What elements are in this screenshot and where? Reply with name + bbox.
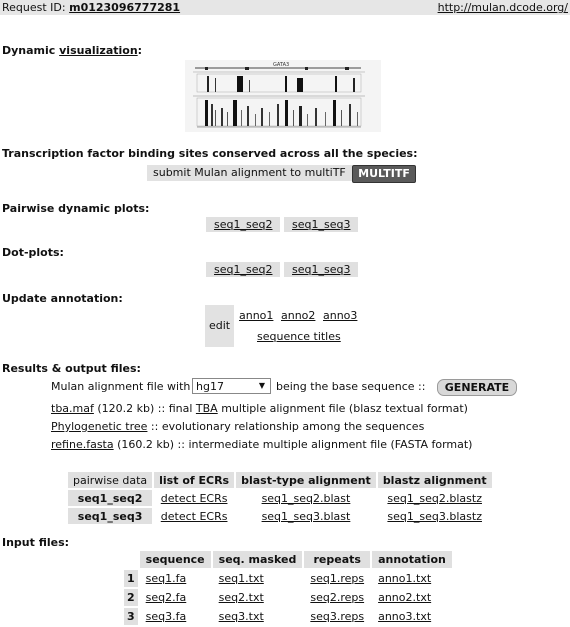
refine-fasta-line [51,438,472,451]
visualization-thumbnail[interactable] [185,60,381,132]
phylo-tree-desc: :: evolutionary relationship among the sequences [147,420,425,433]
submit-multitf-label: submit Mulan alignment to multiTF [147,165,352,181]
anno2-link[interactable]: anno2 [281,309,316,322]
pairwise-cell-2 [284,217,358,232]
tba-maf-line [51,402,468,415]
row-number: 3 [124,608,138,625]
masked-link[interactable]: seq3.txt [218,610,264,623]
pairwise-link-seq1-seq3[interactable]: seq1_seq3 [292,218,351,231]
cell [378,508,492,524]
plot-gene-label: GATA3 [273,62,290,68]
phylo-tree-line [51,420,424,433]
tba-maf-size: (120.2 kb) :: final [93,402,196,415]
cell [140,589,211,606]
dynamic-label: Dynamic [2,44,60,57]
col-blastz-alignment: blastz alignment [378,472,492,488]
col-annotation: annotation [372,551,452,568]
cell [304,608,370,625]
detect-ecrs-link[interactable]: detect ECRs [160,509,228,523]
col-sequence: sequence [140,551,211,568]
chevron-down-icon: ▼ [258,381,266,390]
request-id-label: Request ID: [2,1,66,14]
top-bar [0,0,570,15]
cell [236,490,376,506]
table-row [68,490,492,506]
select-value: hg17 [196,380,224,393]
sequence-link[interactable]: seq2.fa [145,591,187,604]
sequence-titles-link[interactable]: sequence titles [257,330,341,343]
request-id-value[interactable]: m0123096777281 [69,1,181,14]
blast-link[interactable]: seq1_seq2.blast [261,491,351,505]
detect-ecrs-link[interactable]: detect ECRs [160,491,228,505]
cell [372,589,452,606]
dynamic-visualization-heading [2,44,142,57]
tfbs-heading: Transcription factor binding sites conserved across all the species: [2,147,418,160]
phylogenetic-tree-link[interactable]: Phylogenetic tree [51,420,148,433]
refine-fasta-desc: (160.2 kb) :: intermediate multiple alignment file (FASTA format) [113,438,473,451]
cell [213,570,303,587]
annotation-link[interactable]: anno2.txt [378,591,432,604]
cell [372,570,452,587]
table-row [124,589,452,606]
dotplot-link-seq1-seq3[interactable]: seq1_seq3 [292,263,351,276]
table-header-row [68,472,492,488]
col-seq-masked: seq. masked [213,551,303,568]
table-header-row [124,551,452,568]
col-repeats: repeats [304,551,370,568]
pairwise-heading: Pairwise dynamic plots: [2,202,150,215]
cell [372,608,452,625]
row-label: seq1_seq2 [68,490,152,506]
cell [154,490,234,506]
col-index [124,551,138,568]
cell [304,570,370,587]
table-row [68,508,492,524]
cell [304,589,370,606]
cell [213,608,303,625]
sequence-link[interactable]: seq3.fa [145,610,187,623]
masked-link[interactable]: seq1.txt [218,572,264,585]
site-url-link[interactable]: http://mulan.dcode.org/ [437,1,568,14]
row-number: 1 [124,570,138,587]
col-pairwise-data: pairwise data [68,472,152,488]
pairwise-cell-1 [206,217,280,232]
tba-maf-link[interactable]: tba.maf [51,402,94,415]
dotplot-cell-2 [284,262,358,277]
cell [140,608,211,625]
results-heading: Results & output files: [2,362,141,375]
base-sequence-select[interactable] [192,378,271,394]
sequence-link[interactable]: seq1.fa [145,572,187,585]
cell [236,508,376,524]
repeats-link[interactable]: seq3.reps [310,610,365,623]
generate-button[interactable]: GENERATE [437,379,517,396]
col-blast-alignment: blast-type alignment [236,472,376,488]
dotplots-heading: Dot-plots: [2,246,64,259]
tba-link[interactable]: TBA [195,402,218,415]
repeats-link[interactable]: seq1.reps [310,572,365,585]
conservation-plot-image [185,60,381,132]
col-list-of-ecrs: list of ECRs [154,472,234,488]
blastz-link[interactable]: seq1_seq3.blastz [387,509,482,523]
request-id [2,1,180,14]
dynamic-colon: : [137,44,143,57]
input-files-table [122,549,454,627]
pairwise-link-seq1-seq2[interactable]: seq1_seq2 [214,218,273,231]
row-number: 2 [124,589,138,606]
row-label: seq1_seq3 [68,508,152,524]
blast-link[interactable]: seq1_seq3.blast [261,509,351,523]
anno3-link[interactable]: anno3 [323,309,358,322]
tba-maf-desc: multiple alignment file (blasz textual format) [217,402,468,415]
annotation-link[interactable]: anno1.txt [378,572,432,585]
dotplot-cell-1 [206,262,280,277]
annotation-link[interactable]: anno3.txt [378,610,432,623]
table-row [124,608,452,625]
cell [213,589,303,606]
annotation-heading: Update annotation: [2,292,123,305]
cell [154,508,234,524]
blastz-link[interactable]: seq1_seq2.blastz [387,491,482,505]
repeats-link[interactable]: seq2.reps [310,591,365,604]
table-row [124,570,452,587]
refine-fasta-link[interactable]: refine.fasta [51,438,114,451]
cell [140,570,211,587]
alignment-suffix: being the base sequence :: [276,380,426,393]
input-files-heading: Input files: [2,536,70,549]
masked-link[interactable]: seq2.txt [218,591,264,604]
dotplot-link-seq1-seq2[interactable]: seq1_seq2 [214,263,273,276]
pairwise-results-table [66,470,494,526]
cell [378,490,492,506]
anno1-link[interactable]: anno1 [239,309,274,322]
edit-annotation-button[interactable]: edit [205,305,234,347]
multitf-button[interactable]: MULTITF [352,165,416,183]
alignment-prefix: Mulan alignment file with [51,380,191,393]
visualization-link[interactable]: visualization [59,44,138,57]
